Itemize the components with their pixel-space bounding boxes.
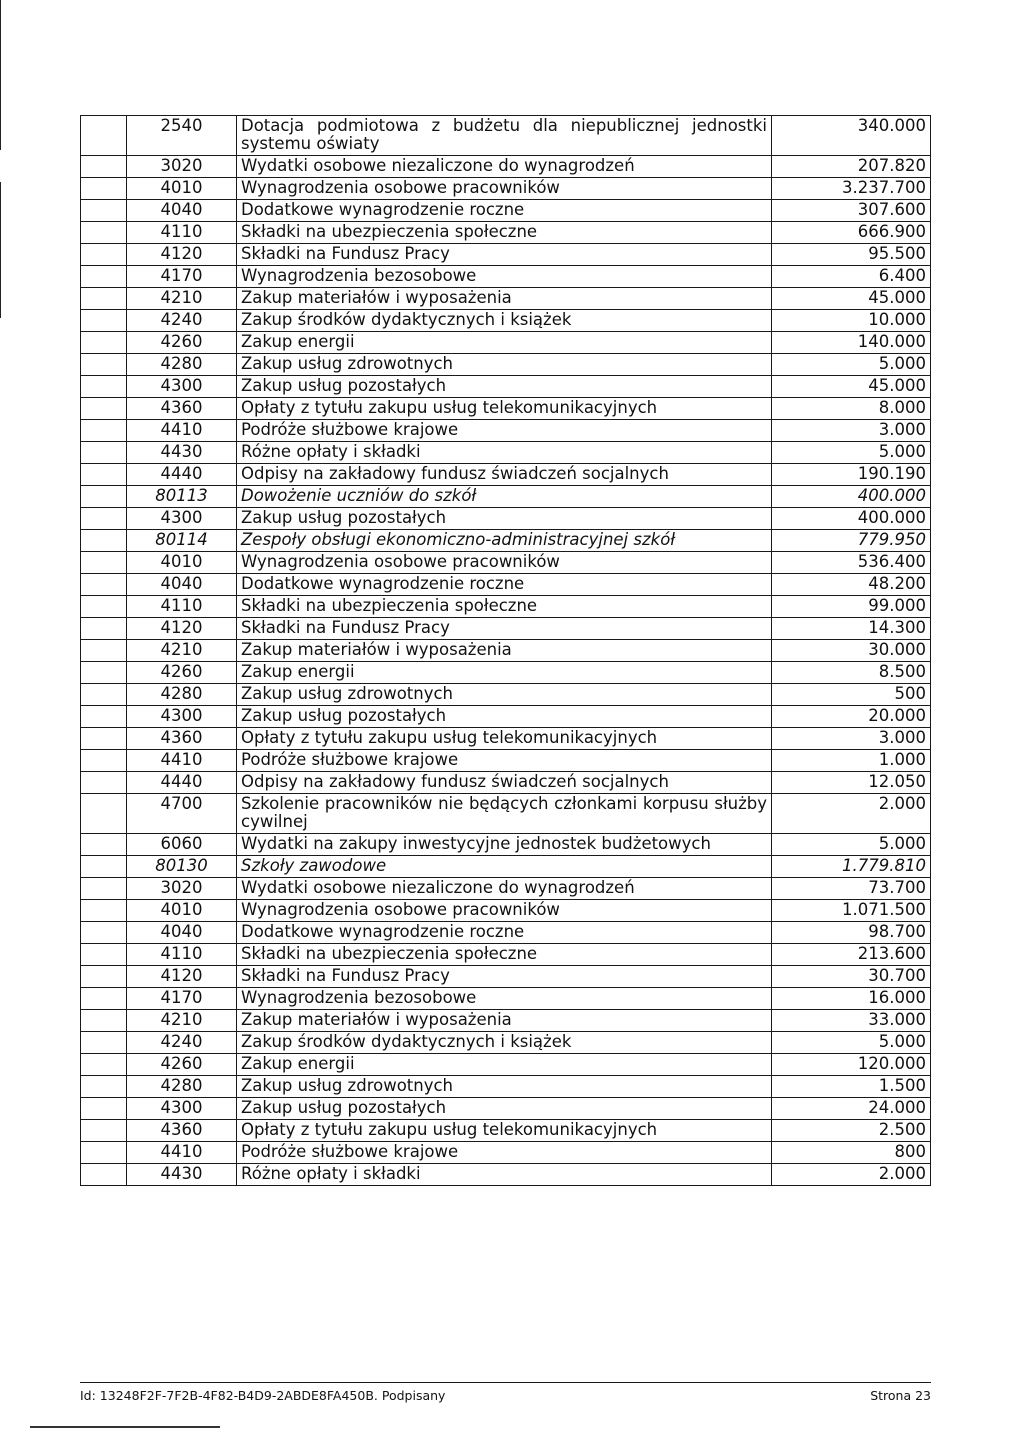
description-cell: Wynagrodzenia osobowe pracowników: [237, 900, 772, 922]
description-cell: Wynagrodzenia bezosobowe: [237, 988, 772, 1010]
code-cell: 4440: [127, 772, 237, 794]
description-cell: Podróże służbowe krajowe: [237, 420, 772, 442]
table-row: [81, 728, 931, 750]
division-cell: [81, 596, 127, 618]
division-cell: [81, 1098, 127, 1120]
description-cell: Podróże służbowe krajowe: [237, 750, 772, 772]
description-cell: Dodatkowe wynagrodzenie roczne: [237, 574, 772, 596]
description-cell: Składki na Fundusz Pracy: [237, 618, 772, 640]
description-cell: Zakup energii: [237, 1054, 772, 1076]
code-cell: 4110: [127, 222, 237, 244]
code-cell: 4440: [127, 464, 237, 486]
amount-cell: 1.071.500: [772, 900, 931, 922]
description-cell: Opłaty z tytułu zakupu usług telekomunikacyjnych: [237, 398, 772, 420]
code-cell: 4240: [127, 1032, 237, 1054]
amount-cell: 190.190: [772, 464, 931, 486]
description-cell: Zakup usług pozostałych: [237, 508, 772, 530]
table-row: [81, 640, 931, 662]
division-cell: [81, 530, 127, 552]
division-cell: [81, 222, 127, 244]
amount-cell: 5.000: [772, 442, 931, 464]
description-cell: Opłaty z tytułu zakupu usług telekomunikacyjnych: [237, 728, 772, 750]
code-cell: 4300: [127, 376, 237, 398]
code-cell: 4280: [127, 354, 237, 376]
description-cell: Zakup usług zdrowotnych: [237, 684, 772, 706]
table-row: [81, 376, 931, 398]
table-row-subsection: [81, 486, 931, 508]
amount-cell: 666.900: [772, 222, 931, 244]
amount-cell: 800: [772, 1142, 931, 1164]
code-cell: 4300: [127, 1098, 237, 1120]
code-cell: 4240: [127, 310, 237, 332]
description-cell: Zakup usług zdrowotnych: [237, 354, 772, 376]
division-cell: [81, 464, 127, 486]
division-cell: [81, 486, 127, 508]
amount-cell: 8.500: [772, 662, 931, 684]
description-cell: Dotacja podmiotowa z budżetu dla niepublicznej jednostki systemu oświaty: [237, 116, 772, 156]
amount-cell: 98.700: [772, 922, 931, 944]
table-row: [81, 1032, 931, 1054]
division-cell: [81, 244, 127, 266]
code-cell: 4280: [127, 1076, 237, 1098]
division-cell: [81, 750, 127, 772]
amount-cell: 48.200: [772, 574, 931, 596]
division-cell: [81, 332, 127, 354]
amount-cell: 307.600: [772, 200, 931, 222]
code-cell: 4010: [127, 178, 237, 200]
code-cell: 4110: [127, 944, 237, 966]
description-cell: Szkoły zawodowe: [237, 856, 772, 878]
amount-cell: 120.000: [772, 1054, 931, 1076]
table-row: [81, 310, 931, 332]
description-cell: Zakup środków dydaktycznych i książek: [237, 1032, 772, 1054]
table-row: [81, 750, 931, 772]
division-cell: [81, 966, 127, 988]
description-cell: Składki na Fundusz Pracy: [237, 244, 772, 266]
division-cell: [81, 944, 127, 966]
description-cell: Zakup materiałów i wyposażenia: [237, 640, 772, 662]
document-id: Id: 13248F2F-7F2B-4F82-B4D9-2ABDE8FA450B. Podpisany: [80, 1388, 446, 1403]
table-row: [81, 156, 931, 178]
scan-mark: [30, 1426, 220, 1428]
description-cell: Zakup energii: [237, 662, 772, 684]
table-row: [81, 200, 931, 222]
amount-cell: 1.779.810: [772, 856, 931, 878]
description-cell: Składki na ubezpieczenia społeczne: [237, 944, 772, 966]
amount-cell: 3.000: [772, 420, 931, 442]
table-row: [81, 922, 931, 944]
scan-edge-line: [0, 182, 1, 318]
code-cell: 4040: [127, 200, 237, 222]
division-cell: [81, 1054, 127, 1076]
division-cell: [81, 684, 127, 706]
amount-cell: 2.000: [772, 794, 931, 834]
code-cell: 4430: [127, 1164, 237, 1186]
amount-cell: 45.000: [772, 288, 931, 310]
amount-cell: 213.600: [772, 944, 931, 966]
description-cell: Podróże służbowe krajowe: [237, 1142, 772, 1164]
division-cell: [81, 922, 127, 944]
table-row: [81, 398, 931, 420]
table-row: [81, 116, 931, 156]
page-number: Strona 23: [870, 1388, 931, 1403]
table-row-subsection: [81, 530, 931, 552]
table-row: [81, 288, 931, 310]
description-cell: Dodatkowe wynagrodzenie roczne: [237, 922, 772, 944]
division-cell: [81, 834, 127, 856]
amount-cell: 500: [772, 684, 931, 706]
table-row: [81, 878, 931, 900]
division-cell: [81, 618, 127, 640]
amount-cell: 20.000: [772, 706, 931, 728]
table-row: [81, 222, 931, 244]
code-cell: 4410: [127, 750, 237, 772]
code-cell: 4010: [127, 552, 237, 574]
code-cell: 80114: [127, 530, 237, 552]
code-cell: 4260: [127, 1054, 237, 1076]
table-row: [81, 420, 931, 442]
table-row: [81, 1076, 931, 1098]
code-cell: 3020: [127, 156, 237, 178]
amount-cell: 99.000: [772, 596, 931, 618]
table-row: [81, 354, 931, 376]
amount-cell: 536.400: [772, 552, 931, 574]
table-row: [81, 966, 931, 988]
budget-table-body: [81, 116, 931, 1186]
division-cell: [81, 310, 127, 332]
amount-cell: 779.950: [772, 530, 931, 552]
description-cell: Zakup środków dydaktycznych i książek: [237, 310, 772, 332]
amount-cell: 12.050: [772, 772, 931, 794]
division-cell: [81, 508, 127, 530]
table-row: [81, 266, 931, 288]
description-cell: Wydatki osobowe niezaliczone do wynagrodzeń: [237, 878, 772, 900]
description-cell: Składki na ubezpieczenia społeczne: [237, 222, 772, 244]
code-cell: 4300: [127, 706, 237, 728]
code-cell: 4410: [127, 420, 237, 442]
description-cell: Różne opłaty i składki: [237, 442, 772, 464]
table-row: [81, 988, 931, 1010]
description-cell: Odpisy na zakładowy fundusz świadczeń socjalnych: [237, 772, 772, 794]
division-cell: [81, 900, 127, 922]
amount-cell: 5.000: [772, 1032, 931, 1054]
code-cell: 4430: [127, 442, 237, 464]
table-row: [81, 442, 931, 464]
description-cell: Zakup materiałów i wyposażenia: [237, 1010, 772, 1032]
code-cell: 6060: [127, 834, 237, 856]
amount-cell: 1.500: [772, 1076, 931, 1098]
amount-cell: 5.000: [772, 354, 931, 376]
table-row: [81, 1098, 931, 1120]
code-cell: 4120: [127, 966, 237, 988]
table-row: [81, 794, 931, 834]
division-cell: [81, 116, 127, 156]
code-cell: 4360: [127, 1120, 237, 1142]
code-cell: 4360: [127, 728, 237, 750]
amount-cell: 8.000: [772, 398, 931, 420]
division-cell: [81, 1142, 127, 1164]
amount-cell: 400.000: [772, 508, 931, 530]
table-row: [81, 944, 931, 966]
description-cell: Różne opłaty i składki: [237, 1164, 772, 1186]
amount-cell: 33.000: [772, 1010, 931, 1032]
division-cell: [81, 420, 127, 442]
table-row: [81, 1120, 931, 1142]
division-cell: [81, 988, 127, 1010]
code-cell: 4120: [127, 618, 237, 640]
table-row: [81, 1142, 931, 1164]
table-row: [81, 244, 931, 266]
amount-cell: 45.000: [772, 376, 931, 398]
code-cell: 4170: [127, 266, 237, 288]
division-cell: [81, 1032, 127, 1054]
division-cell: [81, 856, 127, 878]
code-cell: 80113: [127, 486, 237, 508]
division-cell: [81, 354, 127, 376]
division-cell: [81, 728, 127, 750]
amount-cell: 207.820: [772, 156, 931, 178]
description-cell: Szkolenie pracowników nie będących członkami korpusu służby cywilnej: [237, 794, 772, 834]
division-cell: [81, 706, 127, 728]
amount-cell: 10.000: [772, 310, 931, 332]
description-cell: Zakup usług zdrowotnych: [237, 1076, 772, 1098]
description-cell: Zakup usług pozostałych: [237, 1098, 772, 1120]
amount-cell: 73.700: [772, 878, 931, 900]
amount-cell: 6.400: [772, 266, 931, 288]
code-cell: 4120: [127, 244, 237, 266]
table-row: [81, 662, 931, 684]
division-cell: [81, 772, 127, 794]
description-cell: Zakup usług pozostałych: [237, 706, 772, 728]
division-cell: [81, 662, 127, 684]
division-cell: [81, 794, 127, 834]
division-cell: [81, 376, 127, 398]
table-row: [81, 1010, 931, 1032]
division-cell: [81, 1164, 127, 1186]
division-cell: [81, 1076, 127, 1098]
amount-cell: 400.000: [772, 486, 931, 508]
amount-cell: 16.000: [772, 988, 931, 1010]
amount-cell: 95.500: [772, 244, 931, 266]
description-cell: Odpisy na zakładowy fundusz świadczeń socjalnych: [237, 464, 772, 486]
code-cell: 4300: [127, 508, 237, 530]
division-cell: [81, 552, 127, 574]
division-cell: [81, 442, 127, 464]
code-cell: 4040: [127, 574, 237, 596]
description-cell: Zakup energii: [237, 332, 772, 354]
code-cell: 80130: [127, 856, 237, 878]
description-cell: Składki na ubezpieczenia społeczne: [237, 596, 772, 618]
amount-cell: 14.300: [772, 618, 931, 640]
code-cell: 3020: [127, 878, 237, 900]
division-cell: [81, 398, 127, 420]
division-cell: [81, 288, 127, 310]
amount-cell: 5.000: [772, 834, 931, 856]
code-cell: 4110: [127, 596, 237, 618]
table-row-subsection: [81, 856, 931, 878]
amount-cell: 3.000: [772, 728, 931, 750]
table-row: [81, 178, 931, 200]
amount-cell: 1.000: [772, 750, 931, 772]
description-cell: Zakup usług pozostałych: [237, 376, 772, 398]
table-row: [81, 900, 931, 922]
table-row: [81, 464, 931, 486]
division-cell: [81, 878, 127, 900]
table-row: [81, 684, 931, 706]
division-cell: [81, 640, 127, 662]
amount-cell: 3.237.700: [772, 178, 931, 200]
amount-cell: 30.000: [772, 640, 931, 662]
description-cell: Zakup materiałów i wyposażenia: [237, 288, 772, 310]
code-cell: 4210: [127, 288, 237, 310]
description-cell: Wynagrodzenia osobowe pracowników: [237, 178, 772, 200]
description-cell: Składki na Fundusz Pracy: [237, 966, 772, 988]
division-cell: [81, 178, 127, 200]
code-cell: 4210: [127, 1010, 237, 1032]
division-cell: [81, 200, 127, 222]
description-cell: Dodatkowe wynagrodzenie roczne: [237, 200, 772, 222]
code-cell: 4410: [127, 1142, 237, 1164]
table-row: [81, 618, 931, 640]
table-row: [81, 1164, 931, 1186]
code-cell: 4280: [127, 684, 237, 706]
description-cell: Wydatki na zakupy inwestycyjne jednostek budżetowych: [237, 834, 772, 856]
code-cell: 4010: [127, 900, 237, 922]
table-row: [81, 332, 931, 354]
table-row: [81, 596, 931, 618]
amount-cell: 30.700: [772, 966, 931, 988]
division-cell: [81, 266, 127, 288]
code-cell: 4260: [127, 332, 237, 354]
description-cell: Wynagrodzenia osobowe pracowników: [237, 552, 772, 574]
division-cell: [81, 574, 127, 596]
description-cell: Dowożenie uczniów do szkół: [237, 486, 772, 508]
scan-edge-line: [0, 0, 1, 150]
amount-cell: 2.500: [772, 1120, 931, 1142]
division-cell: [81, 1120, 127, 1142]
table-row: [81, 772, 931, 794]
code-cell: 4170: [127, 988, 237, 1010]
table-row: [81, 574, 931, 596]
table-row: [81, 706, 931, 728]
page-footer: [80, 1382, 931, 1403]
code-cell: 4260: [127, 662, 237, 684]
division-cell: [81, 156, 127, 178]
amount-cell: 140.000: [772, 332, 931, 354]
description-cell: Zespoły obsługi ekonomiczno-administracyjnej szkół: [237, 530, 772, 552]
code-cell: 4040: [127, 922, 237, 944]
description-cell: Opłaty z tytułu zakupu usług telekomunikacyjnych: [237, 1120, 772, 1142]
description-cell: Wydatki osobowe niezaliczone do wynagrodzeń: [237, 156, 772, 178]
table-row: [81, 508, 931, 530]
budget-table: [80, 115, 931, 1186]
code-cell: 2540: [127, 116, 237, 156]
table-row: [81, 1054, 931, 1076]
table-row: [81, 834, 931, 856]
amount-cell: 24.000: [772, 1098, 931, 1120]
table-row: [81, 552, 931, 574]
description-cell: Wynagrodzenia bezosobowe: [237, 266, 772, 288]
division-cell: [81, 1010, 127, 1032]
code-cell: 4700: [127, 794, 237, 834]
amount-cell: 340.000: [772, 116, 931, 156]
amount-cell: 2.000: [772, 1164, 931, 1186]
code-cell: 4210: [127, 640, 237, 662]
code-cell: 4360: [127, 398, 237, 420]
